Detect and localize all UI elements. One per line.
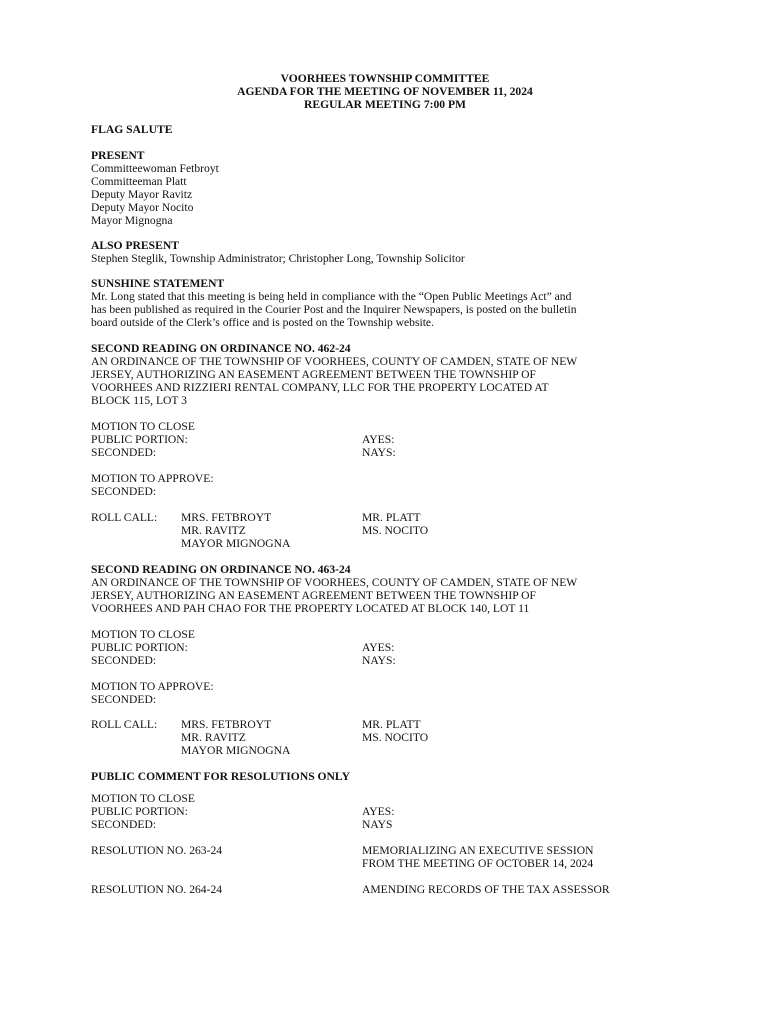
public-comment-heading: PUBLIC COMMENT FOR RESOLUTIONS ONLY bbox=[91, 770, 350, 783]
resolution-description: AMENDING RECORDS OF THE TAX ASSESSOR bbox=[362, 883, 610, 896]
meeting-time-line: REGULAR MEETING 7:00 PM bbox=[304, 98, 466, 111]
public-portion-label: PUBLIC PORTION: bbox=[91, 433, 188, 446]
resolution-number: RESOLUTION NO. 263-24 bbox=[91, 844, 223, 857]
roll-call-member: MAYOR MIGNOGNA bbox=[181, 537, 291, 550]
ordinance-462-text-line: JERSEY, AUTHORIZING AN EASEMENT AGREEMENT BETWEEN THE TOWNSHIP OF bbox=[91, 368, 536, 381]
roll-call-member: MR. PLATT bbox=[362, 718, 421, 731]
public-portion-label: PUBLIC PORTION: bbox=[91, 805, 188, 818]
ordinance-463-text-line: VOORHEES AND PAH CHAO FOR THE PROPERTY LOCATED AT BLOCK 140, LOT 11 bbox=[91, 602, 530, 615]
roll-call-member: MRS. FETBROYT bbox=[181, 511, 272, 524]
roll-call-label: ROLL CALL: bbox=[91, 511, 158, 524]
ayes-label: AYES: bbox=[362, 805, 395, 818]
nays-label: NAYS: bbox=[362, 654, 396, 667]
seconded-label: SECONDED: bbox=[91, 485, 157, 498]
ordinance-462-text-line: BLOCK 115, LOT 3 bbox=[91, 394, 187, 407]
seconded-label: SECONDED: bbox=[91, 693, 157, 706]
seconded-label: SECONDED: bbox=[91, 654, 157, 667]
ayes-label: AYES: bbox=[362, 641, 395, 654]
resolution-number: RESOLUTION NO. 264-24 bbox=[91, 883, 223, 896]
also-present-heading: ALSO PRESENT bbox=[91, 239, 179, 252]
present-member: Committeewoman Fetbroyt bbox=[91, 162, 219, 175]
motion-to-approve-label: MOTION TO APPROVE: bbox=[91, 472, 214, 485]
motion-to-close-label: MOTION TO CLOSE bbox=[91, 420, 195, 433]
ordinance-463-text-line: AN ORDINANCE OF THE TOWNSHIP OF VOORHEES, COUNTY OF CAMDEN, STATE OF NEW bbox=[91, 576, 578, 589]
motion-to-close-label: MOTION TO CLOSE bbox=[91, 628, 195, 641]
present-member: Deputy Mayor Nocito bbox=[91, 201, 194, 214]
document-title: VOORHEES TOWNSHIP COMMITTEE bbox=[280, 72, 490, 85]
ordinance-463-text-line: JERSEY, AUTHORIZING AN EASEMENT AGREEMENT BETWEEN THE TOWNSHIP OF bbox=[91, 589, 536, 602]
sunshine-text-line: Mr. Long stated that this meeting is being held in compliance with the “Open Public Meetings Act” and bbox=[91, 290, 572, 303]
roll-call-label: ROLL CALL: bbox=[91, 718, 158, 731]
roll-call-member: MS. NOCITO bbox=[362, 524, 429, 537]
roll-call-member: MR. RAVITZ bbox=[181, 731, 246, 744]
nays-label: NAYS bbox=[362, 818, 393, 831]
public-portion-label: PUBLIC PORTION: bbox=[91, 641, 188, 654]
ordinance-462-heading: SECOND READING ON ORDINANCE NO. 462-24 bbox=[91, 342, 351, 355]
motion-to-close-label: MOTION TO CLOSE bbox=[91, 792, 195, 805]
roll-call-member: MR. RAVITZ bbox=[181, 524, 246, 537]
also-present-text: Stephen Steglik, Township Administrator; Christopher Long, Township Solicitor bbox=[91, 252, 465, 265]
roll-call-member: MAYOR MIGNOGNA bbox=[181, 744, 291, 757]
roll-call-member: MRS. FETBROYT bbox=[181, 718, 272, 731]
nays-label: NAYS: bbox=[362, 446, 396, 459]
ordinance-462-text-line: VOORHEES AND RIZZIERI RENTAL COMPANY, LLC FOR THE PROPERTY LOCATED AT bbox=[91, 381, 549, 394]
sunshine-heading: SUNSHINE STATEMENT bbox=[91, 277, 225, 290]
seconded-label: SECONDED: bbox=[91, 818, 157, 831]
resolution-description: FROM THE MEETING OF OCTOBER 14, 2024 bbox=[362, 857, 594, 870]
present-member: Mayor Mignogna bbox=[91, 214, 173, 227]
roll-call-member: MR. PLATT bbox=[362, 511, 421, 524]
present-member: Deputy Mayor Ravitz bbox=[91, 188, 193, 201]
sunshine-text-line: board outside of the Clerk’s office and is posted on the Township website. bbox=[91, 316, 434, 329]
ordinance-462-text-line: AN ORDINANCE OF THE TOWNSHIP OF VOORHEES, COUNTY OF CAMDEN, STATE OF NEW bbox=[91, 355, 578, 368]
present-heading: PRESENT bbox=[91, 149, 145, 162]
agenda-date-line: AGENDA FOR THE MEETING OF NOVEMBER 11, 2024 bbox=[237, 85, 533, 98]
motion-to-approve-label: MOTION TO APPROVE: bbox=[91, 680, 214, 693]
sunshine-text-line: has been published as required in the Courier Post and the Inquirer Newspapers, is posted on the bulletin bbox=[91, 303, 577, 316]
seconded-label: SECONDED: bbox=[91, 446, 157, 459]
ayes-label: AYES: bbox=[362, 433, 395, 446]
roll-call-member: MS. NOCITO bbox=[362, 731, 429, 744]
flag-salute-heading: FLAG SALUTE bbox=[91, 123, 173, 136]
present-member: Committeeman Platt bbox=[91, 175, 187, 188]
resolution-description: MEMORIALIZING AN EXECUTIVE SESSION bbox=[362, 844, 594, 857]
ordinance-463-heading: SECOND READING ON ORDINANCE NO. 463-24 bbox=[91, 563, 351, 576]
